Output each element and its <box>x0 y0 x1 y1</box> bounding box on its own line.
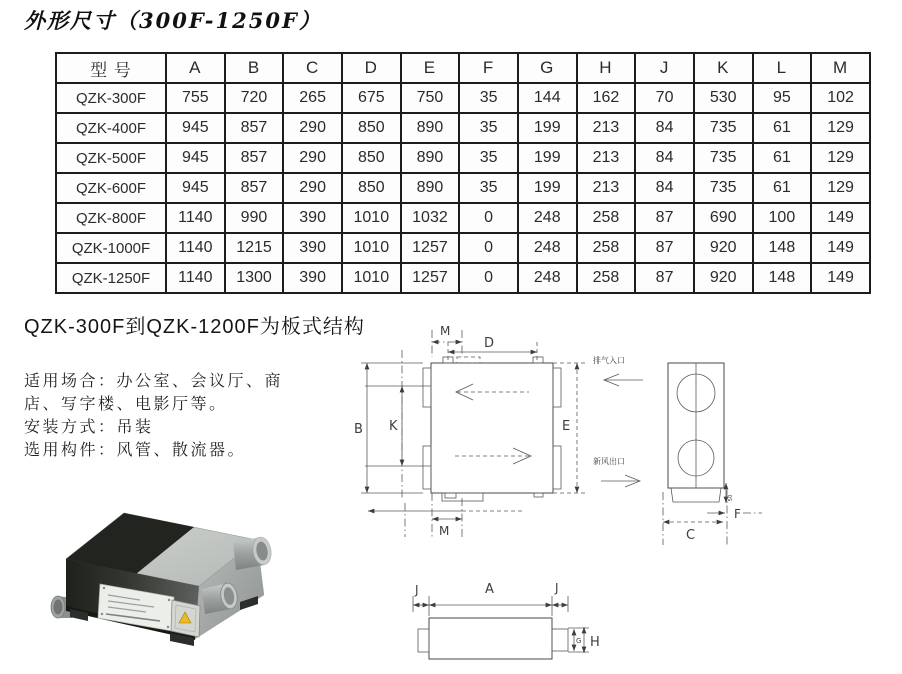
table-row <box>56 203 870 233</box>
dimension-cell: 61 <box>753 143 812 173</box>
dimension-cell: 1010 <box>342 233 401 263</box>
top-view-drawing <box>353 320 665 560</box>
dimension-cell: 265 <box>283 83 342 113</box>
product-info <box>24 370 354 462</box>
dimension-cell: 920 <box>694 263 753 293</box>
dimension-cell: 100 <box>753 203 812 233</box>
dimension-cell: 735 <box>694 173 753 203</box>
dim-label-c: C <box>686 528 696 543</box>
dimension-cell: 290 <box>283 143 342 173</box>
dimension-cell: 0 <box>459 233 518 263</box>
dim-label-j-right: J <box>555 581 559 595</box>
dimension-cell: 199 <box>518 143 577 173</box>
dimension-cell: 213 <box>577 173 636 203</box>
dimension-cell: 102 <box>811 83 870 113</box>
dimension-cell: 850 <box>342 113 401 143</box>
dimension-cell: 1300 <box>225 263 284 293</box>
dimension-cell: 850 <box>342 143 401 173</box>
dimension-cell: 390 <box>283 263 342 293</box>
unit-front-outline <box>429 618 552 659</box>
column-header: E <box>401 53 460 83</box>
dim-label-j-left: J <box>415 583 419 597</box>
dimension-cell: 129 <box>811 113 870 143</box>
column-header: B <box>225 53 284 83</box>
dimension-cell: 850 <box>342 173 401 203</box>
dimension-cell: 213 <box>577 113 636 143</box>
page-title: 外形尺寸（300F-1250F） <box>24 8 322 33</box>
dimension-cell: 35 <box>459 143 518 173</box>
fresh-air-outlet-label: 新风出口 <box>593 457 625 466</box>
fresh-air-outlet-arrow <box>601 475 640 487</box>
column-header: A <box>166 53 225 83</box>
dimensions-table <box>55 52 871 294</box>
dimension-cell: 35 <box>459 83 518 113</box>
structure-note: QZK-300F到QZK-1200F为板式结构 <box>24 316 365 338</box>
dimension-cell: 857 <box>225 173 284 203</box>
exhaust-inlet-arrow <box>604 374 643 386</box>
dimension-cell: 258 <box>577 203 636 233</box>
dimension-cell: 890 <box>401 143 460 173</box>
column-header: F <box>459 53 518 83</box>
dimension-cell: 149 <box>811 263 870 293</box>
header-row <box>56 53 870 83</box>
column-header: G <box>518 53 577 83</box>
dimension-cell: 70 <box>635 83 694 113</box>
dimension-cell: 1032 <box>401 203 460 233</box>
dimension-cell: 945 <box>166 113 225 143</box>
column-header: 型 号 <box>56 53 166 83</box>
dimension-cell: 290 <box>283 113 342 143</box>
dimension-cell: 61 <box>753 113 812 143</box>
dimension-cell: 1215 <box>225 233 284 263</box>
dim-label-b: B <box>354 422 363 437</box>
dimension-cell: 1140 <box>166 263 225 293</box>
dimension-cell: 258 <box>577 233 636 263</box>
dimension-cell: 945 <box>166 173 225 203</box>
dimension-cell: 95 <box>753 83 812 113</box>
dimension-cell: 857 <box>225 143 284 173</box>
dimension-cell: 690 <box>694 203 753 233</box>
dimension-cell: 149 <box>811 233 870 263</box>
model-cell: QZK-800F <box>56 203 166 233</box>
dimension-cell: 129 <box>811 173 870 203</box>
table-row <box>56 173 870 203</box>
dimension-cell: 87 <box>635 203 694 233</box>
dim-label-d: D <box>484 336 495 351</box>
dimension-cell: 148 <box>753 233 812 263</box>
column-header: L <box>753 53 812 83</box>
column-header: C <box>283 53 342 83</box>
dim-label-m-bottom: M <box>439 524 450 538</box>
dimension-cell: 1257 <box>401 263 460 293</box>
dimension-cell: 87 <box>635 263 694 293</box>
dimension-cell: 162 <box>577 83 636 113</box>
dimension-cell: 1257 <box>401 233 460 263</box>
dim-label-e: E <box>562 419 571 434</box>
dimension-cell: 990 <box>225 203 284 233</box>
dim-label-g: G <box>576 637 582 645</box>
info-line-components: 选用构件：风管、散流器。 <box>24 442 247 459</box>
table-row <box>56 113 870 143</box>
dimension-cell: 248 <box>518 263 577 293</box>
dimension-cell: 0 <box>459 263 518 293</box>
dimension-cell: 213 <box>577 143 636 173</box>
dimension-cell: 1140 <box>166 203 225 233</box>
dimension-cell: 248 <box>518 203 577 233</box>
dimension-cell: 890 <box>401 173 460 203</box>
column-header: H <box>577 53 636 83</box>
model-cell: QZK-500F <box>56 143 166 173</box>
dimension-cell: 258 <box>577 263 636 293</box>
dim-label-f: F <box>734 507 741 521</box>
dimension-cell: 720 <box>225 83 284 113</box>
dimension-cell: 84 <box>635 113 694 143</box>
dimension-cell: 1010 <box>342 203 401 233</box>
dimension-cell: 390 <box>283 233 342 263</box>
dimension-cell: 149 <box>811 203 870 233</box>
dimension-cell: 148 <box>753 263 812 293</box>
model-cell: QZK-300F <box>56 83 166 113</box>
dimension-cell: 735 <box>694 113 753 143</box>
dim-label-offset: 50 <box>728 494 734 502</box>
column-header: M <box>811 53 870 83</box>
unit-outline <box>431 363 553 493</box>
dimension-cell: 199 <box>518 173 577 203</box>
product-photo <box>42 490 342 674</box>
dimension-cell: 1010 <box>342 263 401 293</box>
exhaust-flow-arrow <box>456 384 529 400</box>
dim-label-h: H <box>590 635 600 650</box>
dimension-cell: 920 <box>694 233 753 263</box>
dim-label-m-top: M <box>440 324 451 338</box>
info-line-installation: 安装方式：吊装 <box>24 419 154 436</box>
dimension-cell: 290 <box>283 173 342 203</box>
dimension-cell: 1140 <box>166 233 225 263</box>
dimension-cell: 945 <box>166 143 225 173</box>
dimension-cell: 755 <box>166 83 225 113</box>
model-cell: QZK-600F <box>56 173 166 203</box>
dimension-cell: 890 <box>401 113 460 143</box>
supply-flow-arrow <box>455 448 531 464</box>
dim-label-k: K <box>389 419 398 434</box>
dimension-cell: 129 <box>811 143 870 173</box>
dimension-cell: 144 <box>518 83 577 113</box>
column-header: K <box>694 53 753 83</box>
dimension-cell: 35 <box>459 173 518 203</box>
dimension-cell: 857 <box>225 113 284 143</box>
column-header: D <box>342 53 401 83</box>
front-view-drawing <box>393 578 628 674</box>
model-cell: QZK-1250F <box>56 263 166 293</box>
dimension-cell: 35 <box>459 113 518 143</box>
table-row <box>56 143 870 173</box>
table-row <box>56 263 870 293</box>
dim-label-a: A <box>485 582 494 597</box>
info-line-applications-2: 店、写字楼、电影厅等。 <box>24 396 228 413</box>
dimension-cell: 199 <box>518 113 577 143</box>
dimension-cell: 87 <box>635 233 694 263</box>
dimension-cell: 84 <box>635 173 694 203</box>
dimension-cell: 0 <box>459 203 518 233</box>
table-row <box>56 83 870 113</box>
model-cell: QZK-400F <box>56 113 166 143</box>
column-header: J <box>635 53 694 83</box>
dimension-cell: 735 <box>694 143 753 173</box>
junction-box <box>171 600 200 637</box>
dimension-cell: 750 <box>401 83 460 113</box>
dimension-cell: 390 <box>283 203 342 233</box>
dimension-cell: 61 <box>753 173 812 203</box>
model-cell: QZK-1000F <box>56 233 166 263</box>
dimension-cell: 675 <box>342 83 401 113</box>
exhaust-inlet-label: 排气入口 <box>593 356 625 365</box>
dimension-cell: 530 <box>694 83 753 113</box>
dimension-cell: 248 <box>518 233 577 263</box>
dimension-cell: 84 <box>635 143 694 173</box>
info-line-applications: 适用场合：办公室、会议厅、商 <box>24 373 284 390</box>
table-row <box>56 233 870 263</box>
side-view-drawing <box>648 352 798 552</box>
